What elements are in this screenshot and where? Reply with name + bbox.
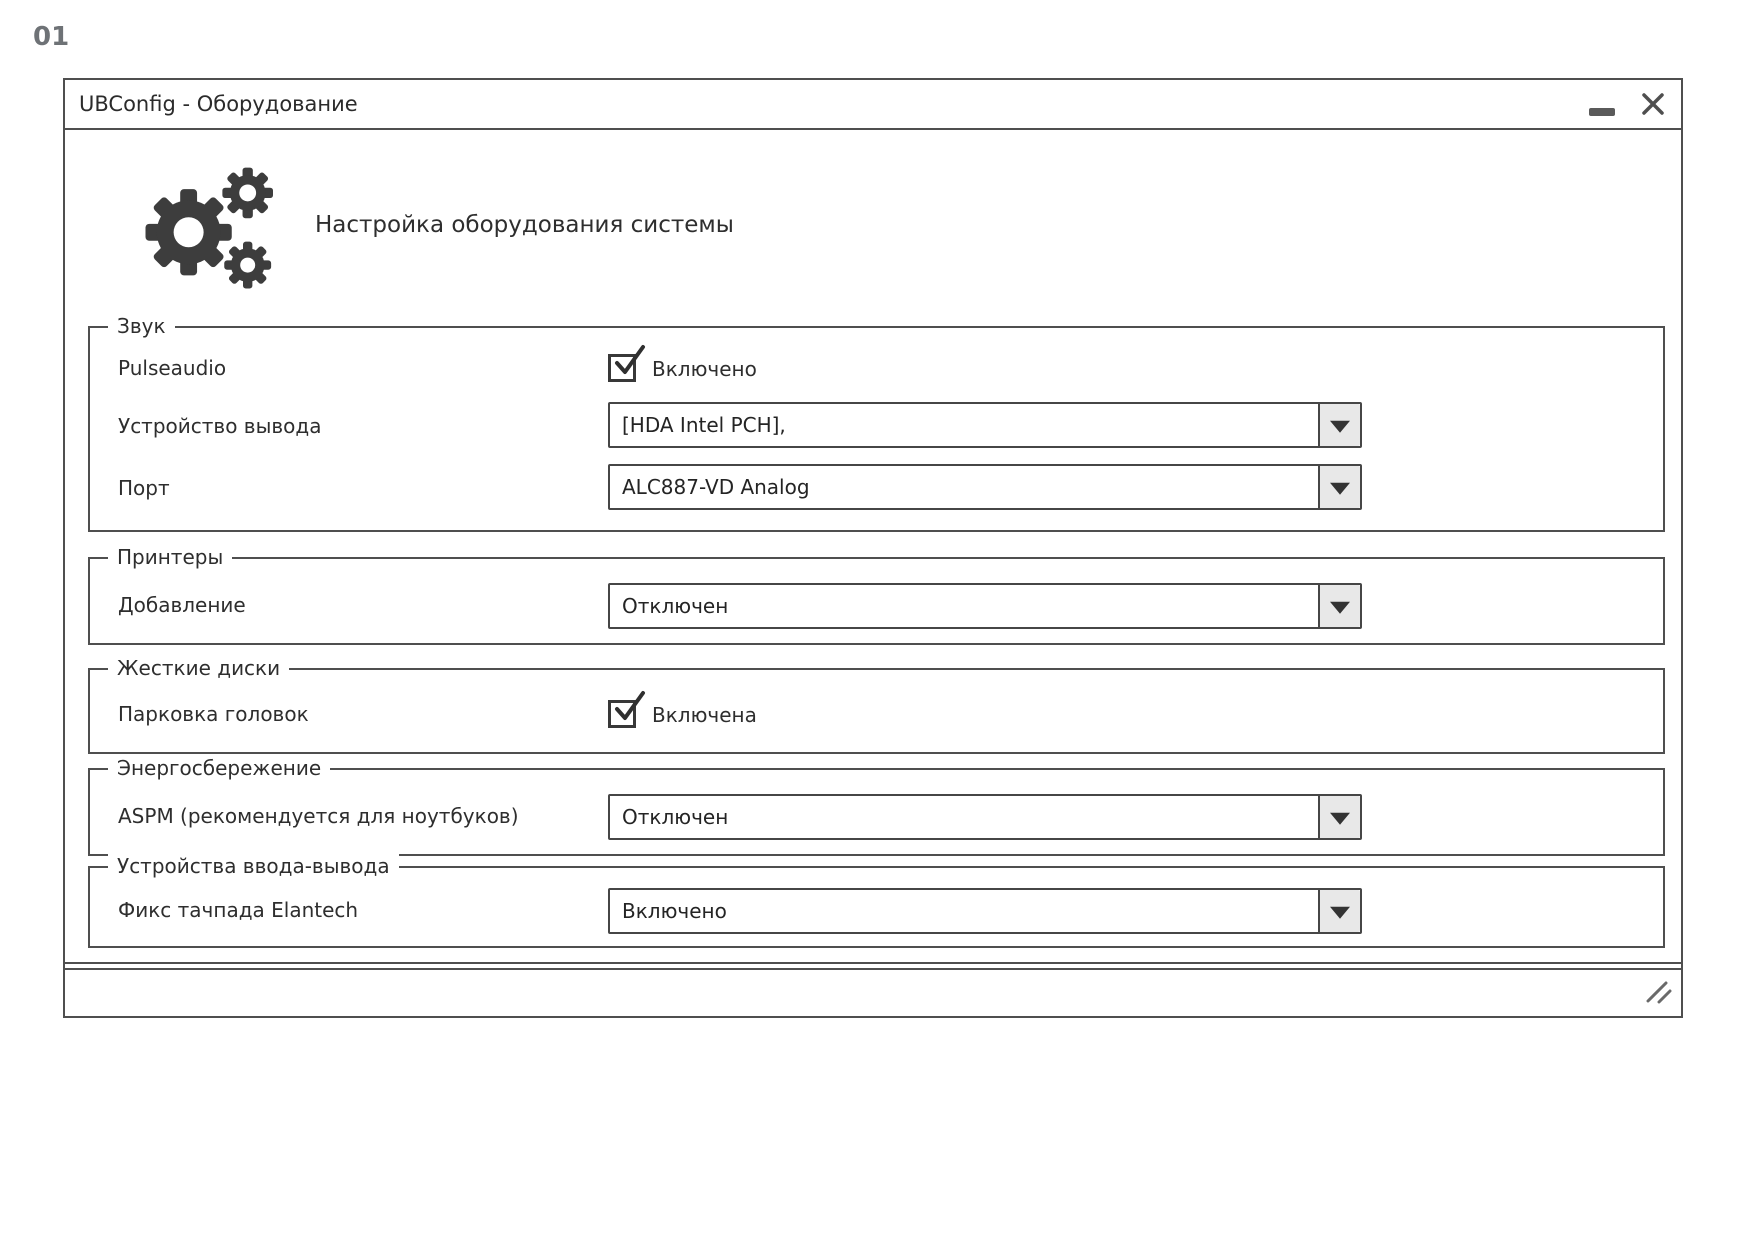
port-dropdown[interactable]	[608, 464, 1362, 510]
dropdown-value: Отключен	[622, 594, 729, 618]
aspm-dropdown[interactable]	[608, 794, 1362, 840]
group-sound	[88, 314, 1665, 532]
chevron-down-icon	[1330, 602, 1350, 614]
title-bar	[65, 80, 1681, 130]
group-io-devices	[88, 854, 1665, 948]
dropdown-button[interactable]	[1318, 890, 1360, 932]
resize-grip-icon[interactable]	[1645, 978, 1673, 1008]
checkbox-label: Включена	[652, 703, 757, 727]
dropdown-button[interactable]	[1318, 585, 1360, 627]
printer-add-dropdown[interactable]	[608, 583, 1362, 629]
output-device-dropdown[interactable]	[608, 402, 1362, 448]
label-elantech-fix: Фикс тачпада Elantech	[118, 898, 359, 922]
checkbox-checked-icon[interactable]	[608, 354, 636, 382]
chevron-down-icon	[1330, 483, 1350, 495]
group-printers-legend: Принтеры	[108, 545, 232, 569]
close-icon[interactable]	[1641, 92, 1665, 116]
group-sound-legend: Звук	[108, 314, 175, 338]
chevron-down-icon	[1330, 907, 1350, 919]
label-output-device: Устройство вывода	[118, 414, 322, 438]
label-head-parking: Парковка головок	[118, 702, 309, 726]
minimize-icon[interactable]	[1589, 108, 1615, 116]
dropdown-button[interactable]	[1318, 404, 1360, 446]
dropdown-button[interactable]	[1318, 466, 1360, 508]
content-bottom-divider	[65, 962, 1681, 964]
page-title: Настройка оборудования системы	[315, 212, 734, 238]
dropdown-button[interactable]	[1318, 796, 1360, 838]
chevron-down-icon	[1330, 813, 1350, 825]
status-bar	[65, 968, 1681, 1016]
dropdown-value: Отключен	[622, 805, 729, 829]
dropdown-value: ALC887-VD Analog	[622, 475, 810, 499]
group-io-devices-legend: Устройства ввода-вывода	[108, 854, 399, 878]
group-hard-disks	[88, 656, 1665, 754]
checkbox-label: Включено	[652, 357, 757, 381]
elantech-fix-dropdown[interactable]	[608, 888, 1362, 934]
group-power-saving-legend: Энергосбережение	[108, 756, 330, 780]
group-hard-disks-legend: Жесткие диски	[108, 656, 289, 680]
label-port: Порт	[118, 476, 170, 500]
gears-icon	[123, 146, 273, 300]
checkbox-checked-icon[interactable]	[608, 700, 636, 728]
group-power-saving	[88, 756, 1665, 856]
group-printers	[88, 545, 1665, 645]
dropdown-value: Включено	[622, 899, 727, 923]
chevron-down-icon	[1330, 421, 1350, 433]
ubconfig-window	[63, 78, 1683, 1018]
label-adding: Добавление	[118, 593, 246, 617]
slide-number: 01	[33, 22, 70, 52]
dropdown-value: [HDA Intel PCH],	[622, 413, 786, 437]
label-aspm: ASPM (рекомендуется для ноутбуков)	[118, 804, 519, 828]
window-title: UBConfig - Оборудование	[79, 92, 358, 116]
label-pulseaudio: Pulseaudio	[118, 356, 227, 380]
